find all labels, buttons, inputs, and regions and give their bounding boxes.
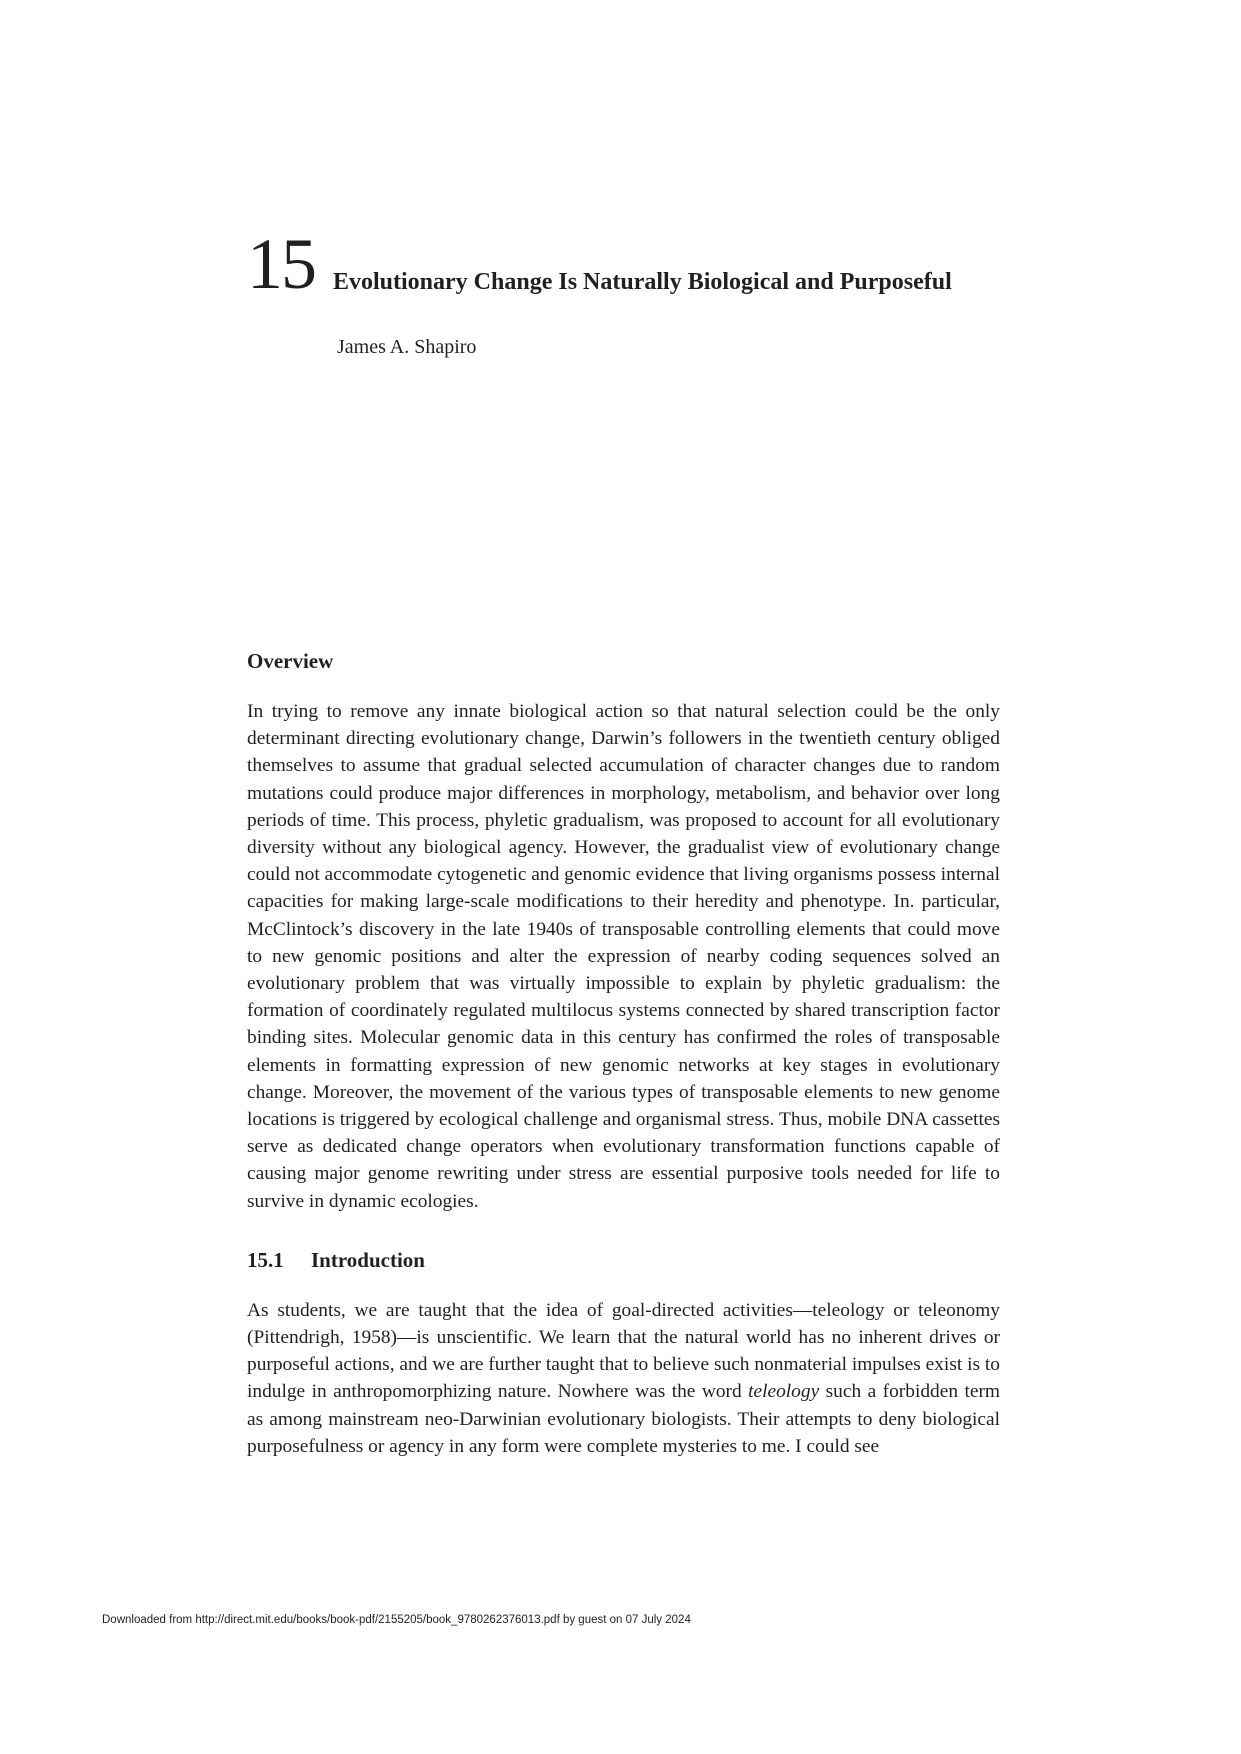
download-footer: Downloaded from http://direct.mit.edu/books/book-pdf/2155205/book_9780262376013.pdf by guest on 07 July 2024 [102, 1614, 691, 1626]
section-number: 15.1 [247, 1247, 284, 1272]
italic-term: teleology [748, 1381, 820, 1403]
author-name: James A. Shapiro [337, 336, 477, 358]
introduction-heading [247, 1247, 1000, 1273]
chapter-title: Evolutionary Change Is Naturally Biological and Purposeful [333, 269, 952, 295]
chapter-number: 15 [247, 224, 315, 304]
chapter-header [247, 224, 952, 304]
intro-text-end: such a forbidden term as among mainstream neo-Darwinian evolutionary biologists. Their attempts to deny biological purposefulness or agency in any form were complete mysteries to me. I could see [247, 1381, 1000, 1457]
overview-heading: Overview [247, 649, 334, 673]
introduction-paragraph [247, 1297, 1000, 1460]
section-title: Introduction [311, 1247, 425, 1272]
overview-paragraph: In trying to remove any innate biological action so that natural selection could be the only determinant directing evolutionary change, Darwin’s followers in the twentieth century obliged themselves to assume that gradual selected accumulation of character changes due to random mutations could produce major differences in morphology, metabolism, and behavior over long periods of time. This process, phyletic gradualism, was proposed to account for all evolutionary diversity without any biological agency. However, the gradualist view of evolutionary change could not accommodate cytogenetic and genomic evidence that living organisms possess internal capacities for making large-scale modifications to their heredity and phenotype. In. particular, McClintock’s discovery in the late 1940s of transposable controlling elements that could move to new genomic positions and alter the expression of nearby coding sequences solved an evolutionary problem that was virtually impossible to explain by phyletic gradualism: the formation of coordinately regulated multilocus systems connected by shared transcription factor binding sites. Molecular genomic data in this century has confirmed the roles of transposable elements in formatting expression of new genomic networks at key stages in evolutionary change. Moreover, the movement of the various types of transposable elements to new genome locations is triggered by ecological challenge and organismal stress. Thus, mobile DNA cassettes serve as dedicated change operators when evolutionary transformation functions capable of causing major genome rewriting under stress are essential purposive tools needed for life to survive in dynamic ecologies. [247, 701, 1000, 1212]
chapter-body [247, 648, 1000, 1460]
intro-text-start: As students, we are taught that the idea of goal-directed activities—teleology or teleonomy (Pittendrigh, 1958)—is unscientific. We learn that the natural world has no inherent drives or purposeful actions, and we are further taught that to believe such nonmaterial impulses exist is to indulge in anthropomorphizing nature. Nowhere was the word [247, 1299, 1000, 1403]
